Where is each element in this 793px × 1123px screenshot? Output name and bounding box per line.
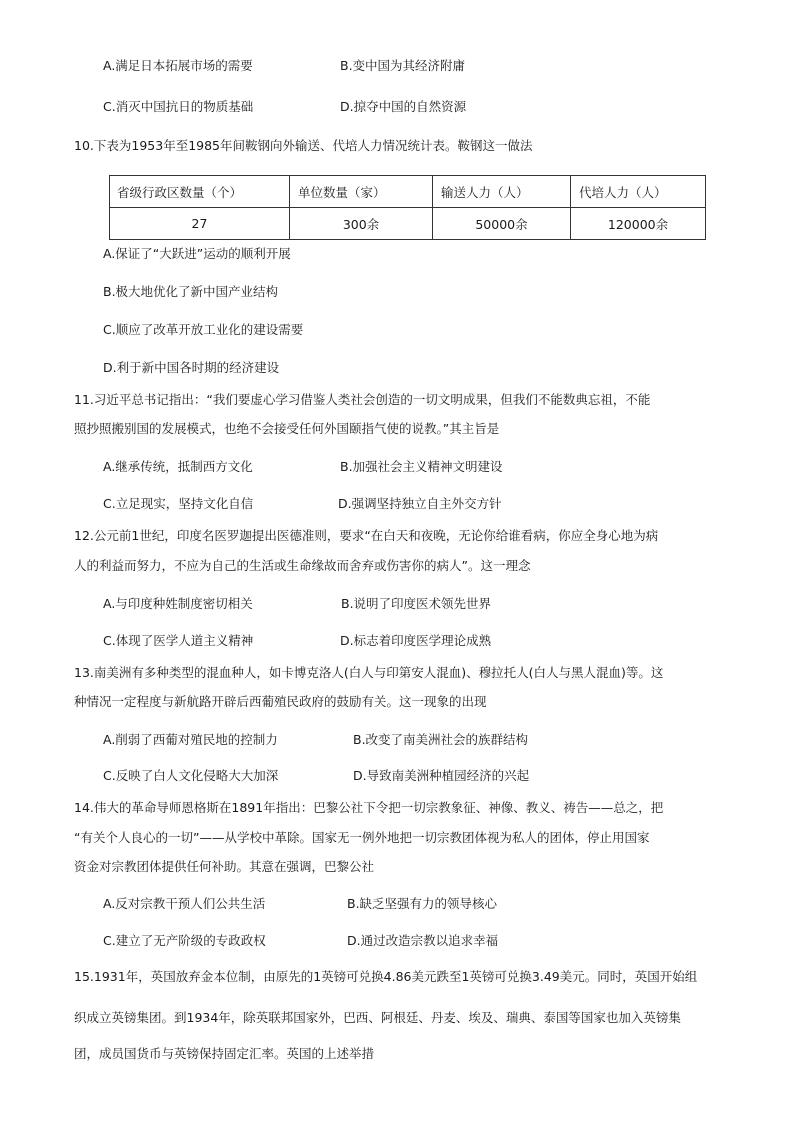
q12-option-b: B.说明了印度医术领先世界 (341, 596, 492, 611)
table-row (110, 208, 706, 240)
q10-stats-table (109, 175, 706, 240)
q9-option-a: A.满足日本拓展市场的需要 (103, 58, 253, 73)
q11-stem-line-1: 11.习近平总书记指出：“我们要虚心学习借鉴人类社会创造的一切文明成果，但我们不能数典忘祖，不能 (74, 392, 651, 407)
q12-option-a: A.与印度种姓制度密切相关 (103, 596, 253, 611)
q15-stem-line-2: 织成立英镑集团。到1934年，除英联邦国家外，巴西、阿根廷、丹麦、埃及、瑞典、泰国等国家也加入英镑集 (74, 1010, 681, 1025)
table-header-cell: 省级行政区数量（个） (110, 176, 290, 208)
table-header-cell: 输送人力（人） (433, 176, 571, 208)
q12-stem-line-2: 人的利益而努力，不应为自己的生活或生命缘故而舍弃或伤害你的病人”。这一理念 (74, 558, 531, 573)
q14-stem-line-1: 14.伟大的革命导师恩格斯在1891年指出：巴黎公社下令把一切宗教象征、神像、教义、祷告——总之，把 (74, 800, 664, 815)
q11-option-a: A.继承传统，抵制西方文化 (103, 459, 253, 474)
q11-option-c: C.立足现实，坚持文化自信 (103, 496, 254, 511)
q13-stem-line-2: 种情况一定程度与新航路开辟后西葡殖民政府的鼓励有关。这一现象的出现 (74, 694, 487, 709)
q9-option-d: D.掠夺中国的自然资源 (340, 99, 467, 114)
q13-option-d: D.导致南美洲种植园经济的兴起 (353, 768, 530, 783)
q14-option-a: A.反对宗教干预人们公共生活 (103, 896, 266, 911)
q12-stem-line-1: 12.公元前1世纪，印度名医罗迦提出医德准则，要求“在白天和夜晚，无论你给谁看病，你应全身心地为病 (74, 528, 659, 543)
table-cell: 50000余 (433, 208, 571, 240)
q15-stem-line-1: 15.1931年，英国放弃金本位制，由原先的1英镑可兑换4.86美元跌至1英镑可兑换3.49美元。同时，英国开始组 (74, 969, 698, 984)
q10-option-d: D.利于新中国各时期的经济建设 (103, 360, 280, 375)
q13-option-a: A.削弱了西葡对殖民地的控制力 (103, 732, 278, 747)
q13-stem-line-1: 13.南美洲有多种类型的混血种人，如卡博克洛人(白人与印第安人混血)、穆拉托人(白人与黑人混血)等。这 (74, 665, 664, 680)
q13-option-c: C.反映了白人文化侵略大大加深 (103, 768, 279, 783)
q14-option-c: C.建立了无产阶级的专政政权 (103, 933, 266, 948)
q14-stem-line-2: “有关个人良心的一切”——从学校中革除。国家无一例外地把一切宗教团体视为私人的团体，停止用国家 (74, 830, 650, 845)
q10-stem: 10.下表为1953年至1985年间鞍钢向外输送、代培人力情况统计表。鞍钢这一做法 (74, 138, 533, 153)
table-cell: 27 (110, 208, 290, 240)
q10-option-c: C.顺应了改革开放工业化的建设需要 (103, 322, 304, 337)
q11-stem-line-2: 照抄照搬别国的发展模式，也绝不会接受任何外国颐指气使的说教。”其主旨是 (74, 421, 500, 436)
q11-option-b: B.加强社会主义精神文明建设 (340, 459, 503, 474)
q12-option-c: C.体现了医学人道主义精神 (103, 633, 254, 648)
q15-stem-line-3: 团，成员国货币与英镑保持固定汇率。英国的上述举措 (74, 1046, 375, 1061)
table-header-row (110, 176, 706, 208)
q9-option-c: C.消灭中国抗日的物质基础 (103, 99, 254, 114)
table-cell: 120000余 (571, 208, 706, 240)
q14-option-d: D.通过改造宗教以追求幸福 (347, 933, 499, 948)
table-header-cell: 代培人力（人） (571, 176, 706, 208)
q11-option-d: D.强调坚持独立自主外交方针 (338, 496, 502, 511)
q10-option-a: A.保证了“大跃进”运动的顺利开展 (103, 246, 291, 261)
q9-option-b: B.变中国为其经济附庸 (340, 58, 466, 73)
q13-option-b: B.改变了南美洲社会的族群结构 (353, 732, 529, 747)
q10-option-b: B.极大地优化了新中国产业结构 (103, 284, 279, 299)
table-cell: 300余 (290, 208, 433, 240)
q14-stem-line-3: 资金对宗教团体提供任何补助。其意在强调，巴黎公社 (74, 859, 375, 874)
table-header-cell: 单位数量（家） (290, 176, 433, 208)
q12-option-d: D.标志着印度医学理论成熟 (340, 633, 492, 648)
q14-option-b: B.缺乏坚强有力的领导核心 (347, 896, 498, 911)
